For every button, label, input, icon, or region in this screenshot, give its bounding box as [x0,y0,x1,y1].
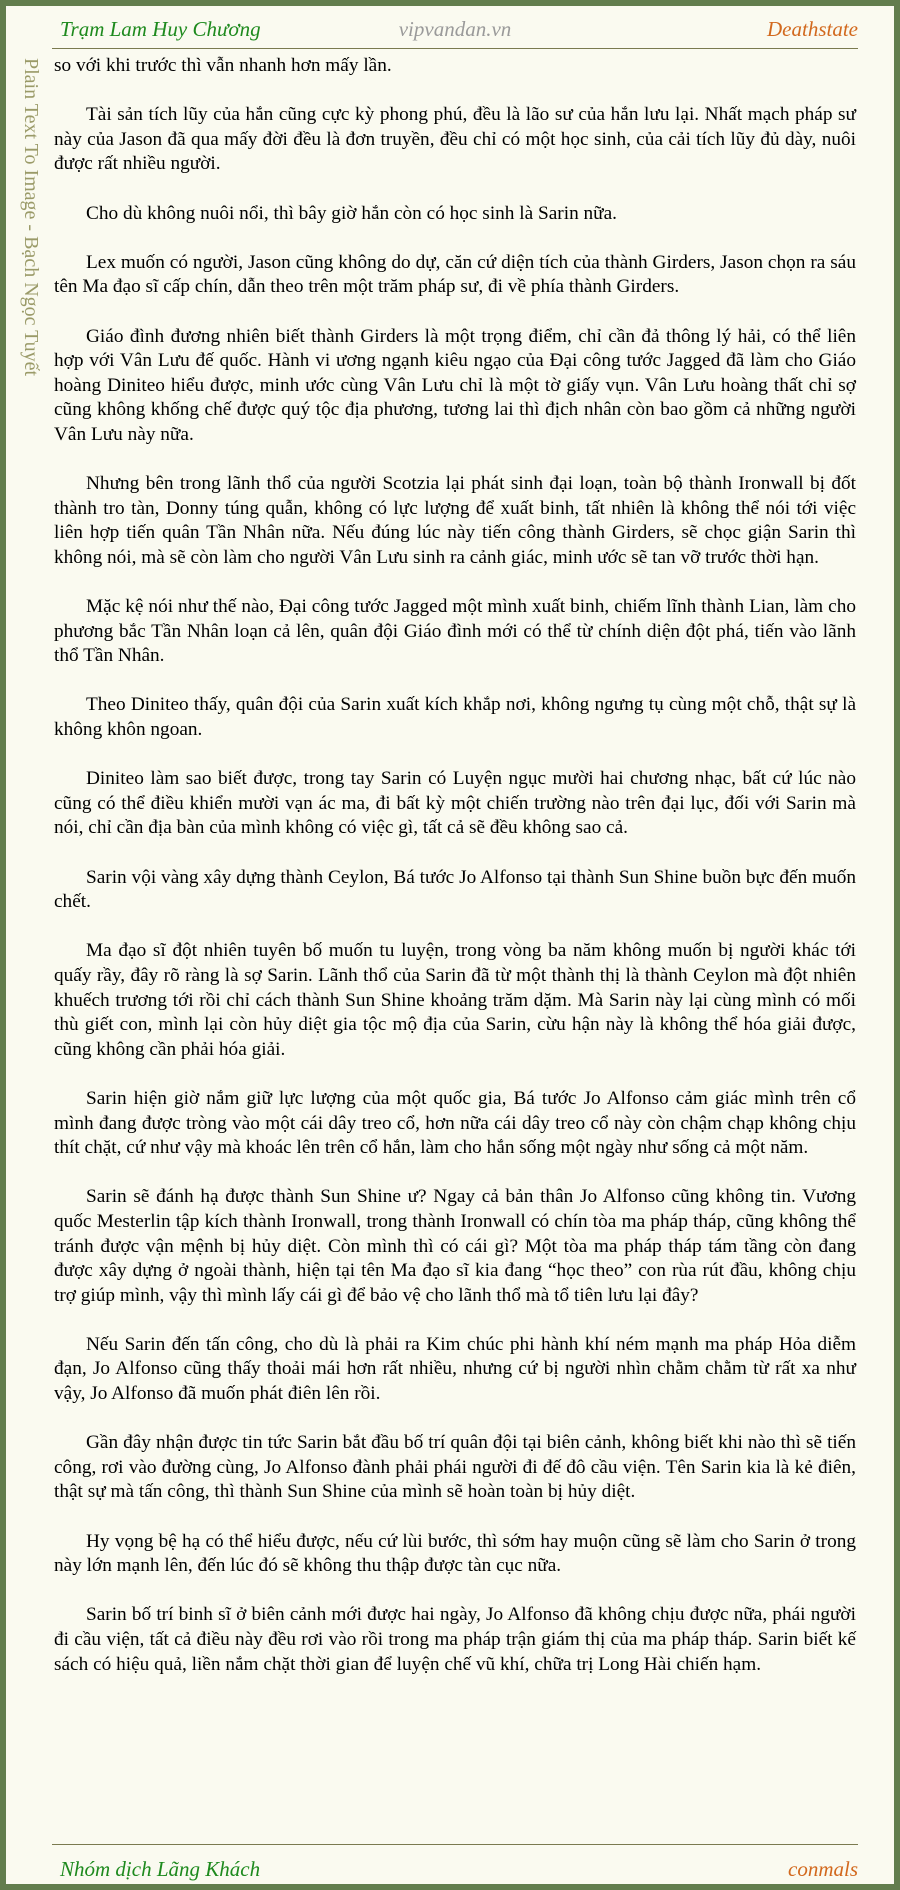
paragraph: Nếu Sarin đến tấn công, cho dù là phải ra Kim chúc phi hành khí ném mạnh ma pháp Hỏa diễm đạn, Jo Alfonso cũng thấy thoải mái hơn rất nhiều, nhưng cứ bị người nhìn chằm chằm từ rất xa như vậy, Jo Alfonso đã muốn phát điên lên rồi. [54,1333,856,1405]
paragraph: Diniteo làm sao biết được, trong tay Sarin có Luyện ngục mười hai chương nhạc, bất cứ lúc nào cũng có thể điều khiển mười vạn ác ma, đi bất kỳ một chiến trường nào trên đại lục, đối với Sarin mà nói, chỉ cần địa bàn của mình không có việc gì, tất cả sẽ đều không sao cả. [54,768,856,839]
header-author: Trạm Lam Huy Chương [60,17,261,41]
paragraph: Theo Diniteo thấy, quân đội của Sarin xuất kích khắp nơi, không ngưng tụ cùng một chỗ, thật sự là không khôn ngoan. [54,694,856,741]
paragraph: Mặc kệ nói như thế nào, Đại công tước Jagged một mình xuất binh, chiếm lĩnh thành Lian, làm cho phương bắc Tần Nhân loạn cả lên, quân đội Giáo đình mới có thể từ chính diện đột phá, tiến vào lãnh thổ Tần Nhân. [54,596,856,667]
paragraph: Cho dù không nuôi nổi, thì bây giờ hắn còn có học sinh là Sarin nữa. [86,202,617,224]
paragraph: Gần đây nhận được tin tức Sarin bắt đầu bố trí quân đội tại biên cảnh, không biết khi nào thì sẽ tiến công, rơi vào đường cùng, Jo Alfonso đành phải phái người đi đế đô cầu viện. Tên Sarin kia là kẻ điên, thật sự mà tấn công, thì thành Sun Shine của mình sẽ hoàn toàn bị hủy diệt. [54,1432,856,1503]
paragraph: Sarin sẽ đánh hạ được thành Sun Shine ư? Ngay cả bản thân Jo Alfonso cũng không tin. Vương quốc Mesterlin tập kích thành Ironwall, trong thành Ironwall có chín tòa ma pháp tháp, cũng không thể tránh được vận mệnh bị hủy diệt. Còn mình thì có cái gì? Một tòa ma pháp tháp tám tầng còn đang được xây dựng ở ngoài thành, hiện tại tên Ma đạo sĩ kia đang “học theo” con rùa rút đầu, không chịu trợ giúp mình, vậy thì mình lấy cái gì để bảo vệ cho lãnh thổ mà tổ tiên lưu lại đây? [54,1186,856,1306]
paragraph: Lex muốn có người, Jason cũng không do dự, căn cứ diện tích của thành Girders, Jason chọn ra sáu tên Ma đạo sĩ cấp chín, dẫn theo trên một trăm pháp sư, đi về phía thành Girders. [54,251,856,298]
page-footer [52,1853,858,1885]
footer-uploader: conmals [788,1857,858,1881]
paragraph: Sarin bố trí binh sĩ ở biên cảnh mới được hai ngày, Jo Alfonso đã không chịu được nữa, phái người đi cầu viện, tất cả điều này đều rơi vào rồi trong ma pháp trận giám thị của ma pháp tháp. Sarin biết kế sách có hiệu quả, liền nắm chặt thời gian để luyện chế vũ khí, chữa trị Long Hài chiến hạm. [54,1604,856,1675]
paragraph: Giáo đình đương nhiên biết thành Girders là một trọng điểm, chỉ cần đả thông lý hải, có thể liên hợp với Vân Lưu đế quốc. Hành vi ương ngạnh kiêu ngạo của Đại công tước Jagged đã làm cho Giáo hoàng Diniteo hiểu được, minh ước cùng Vân Lưu chỉ là một tờ giấy vụn. Vân Lưu hoàng thất chỉ sợ cũng không khống chế được quý tộc địa phương, tương lai thì địch nhân còn bao gồm cả những người Vân Lưu này nữa. [54,325,856,445]
footer-divider [52,1844,858,1845]
paragraph: Sarin vội vàng xây dựng thành Ceylon, Bá tước Jo Alfonso tại thành Sun Shine buồn bực đến muốn chết. [54,866,856,913]
chapter-content [54,54,856,1702]
paragraph: Hy vọng bệ hạ có thể hiểu được, nếu cứ lùi bước, thì sớm hay muộn cũng sẽ làm cho Sarin ở trong này lớn mạnh lên, đến lúc đó sẽ không thu thập được tàn cục nữa. [54,1530,856,1577]
header-site: vipvandan.vn [398,17,512,41]
header-divider [52,48,858,49]
paragraph: Sarin hiện giờ nắm giữ lực lượng của một quốc gia, Bá tước Jo Alfonso cảm giác mình trên cổ mình đang được tròng vào một cái dây treo cổ, hơn nữa cái dây treo cổ này còn chậm chạp không chịu thít chặt, cứ như vậy mà khoác lên trên cổ hắn, làm cho hắn sống một ngày như sống cả một năm. [54,1087,856,1159]
side-watermark-text: Plain Text To Image - Bạch Ngọc Tuyết [20,58,42,377]
page-header [52,12,858,46]
paragraph: Tài sản tích lũy của hắn cũng cực kỳ phong phú, đều là lão sư của hắn lưu lại. Nhất mạch pháp sư này của Jason đã qua mấy đời đều là đơn truyền, đều chỉ có một học sinh, của cải tích lũy đủ dày, nuôi được rất nhiều người. [54,104,856,175]
paragraph: so với khi trước thì vẫn nhanh hơn mấy lần. [54,55,392,76]
footer-group: Nhóm dịch Lãng Khách [60,1857,261,1881]
paragraph: Nhưng bên trong lãnh thổ của người Scotzia lại phát sinh đại loạn, toàn bộ thành Ironwall bị đốt thành tro tàn, Donny túng quẫn, không có lực lượng để xuất binh, tất nhiên là không thể nói tới việc liên hợp tiến quân Tần Nhân nữa. Nếu đúng lúc này tiến công thành Girders, sẽ chọc giận Sarin thì không nói, mà sẽ còn làm cho người Vân Lưu sinh ra cảnh giác, minh ước sẽ tan vỡ trước thời hạn. [54,473,856,568]
header-title: Deathstate [767,17,858,41]
paragraph: Ma đạo sĩ đột nhiên tuyên bố muốn tu luyện, trong vòng ba năm không muốn bị người khác tới quấy rầy, đây rõ ràng là sợ Sarin. Lãnh thổ của Sarin đã từ một thành thị là thành Ceylon mà đột nhiên khuếch trương tới rồi chỉ cách thành Sun Shine khoảng trăm dặm. Mà Sarin này lại cùng mình có mối thù giết con, mình lại còn hủy diệt gia tộc mộ địa của Sarin, cừu hận này là không thể hóa giải được, cũng không cần phải hóa giải. [54,940,856,1060]
